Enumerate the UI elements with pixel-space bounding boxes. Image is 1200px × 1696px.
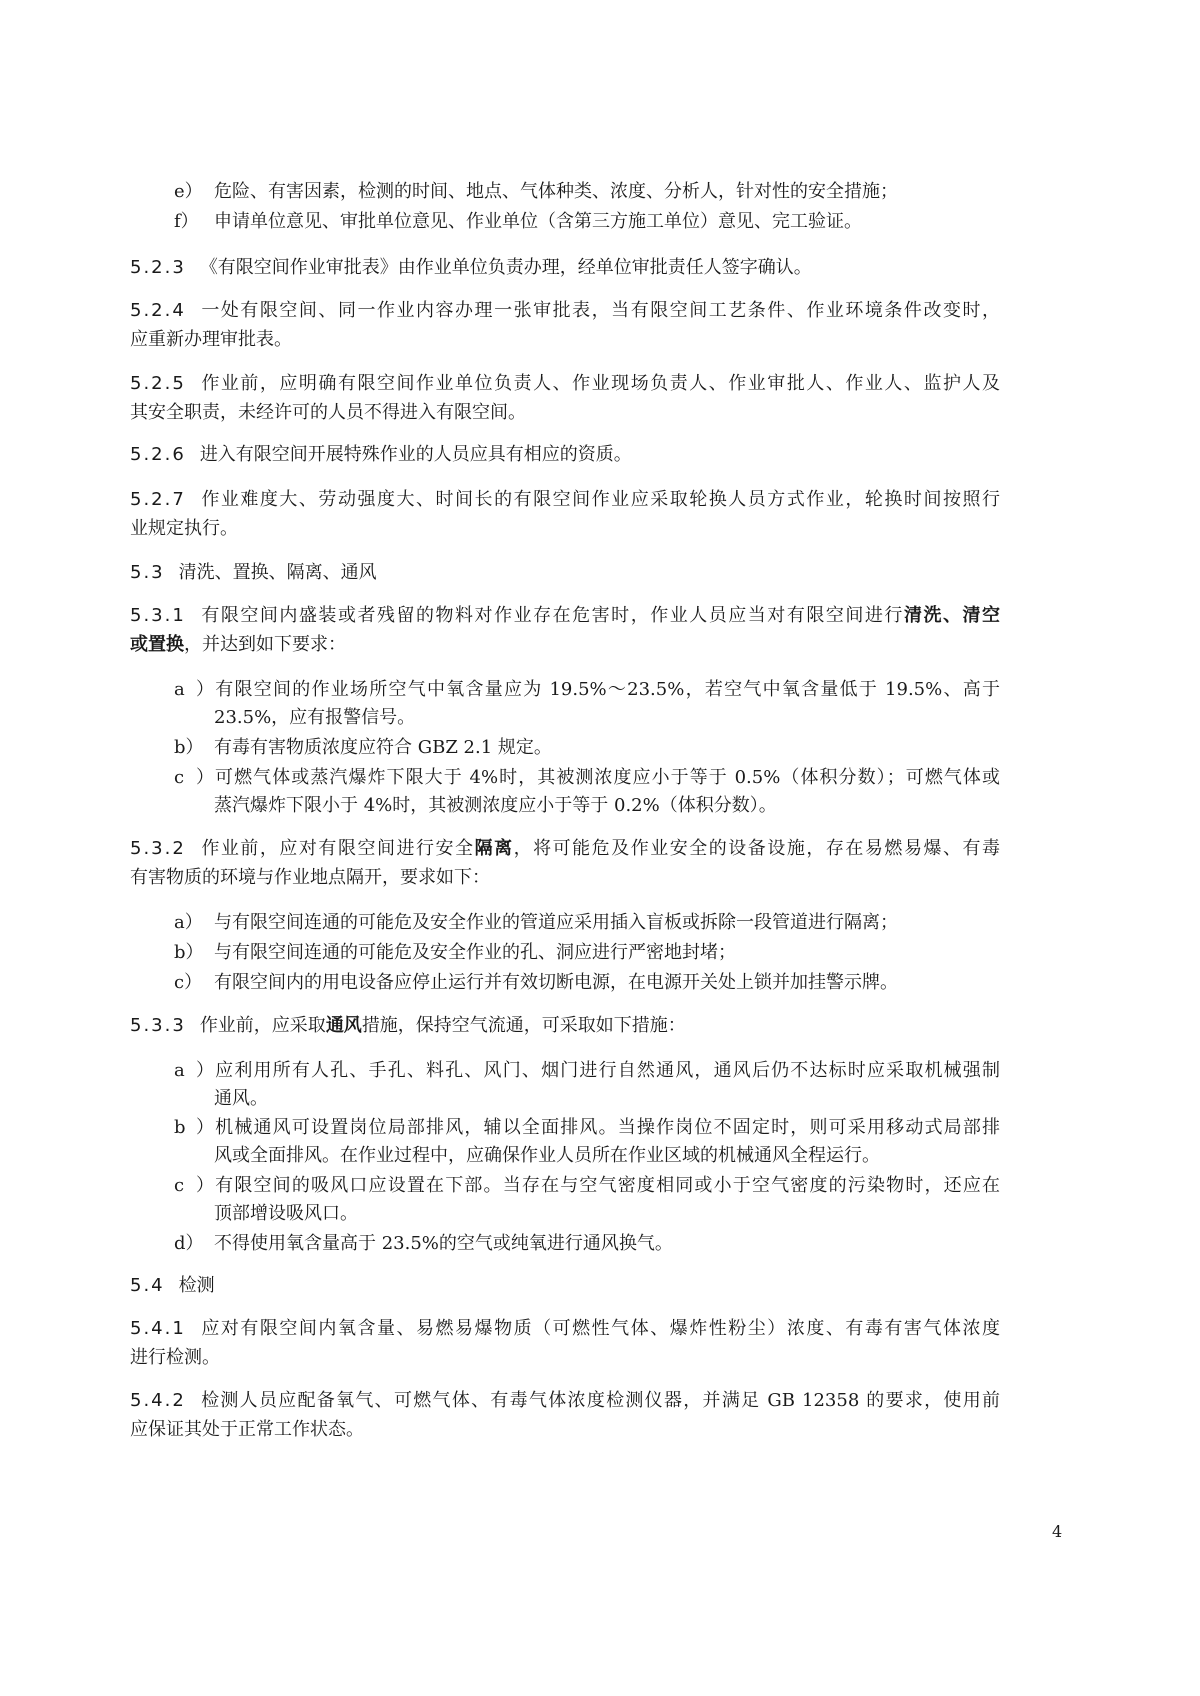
clause-text: 一处有限空间、同一作业内容办理一张审批表，当有限空间工艺条件、作业环境条件改变时， xyxy=(199,300,1000,321)
clause-text: 应对有限空间内氧含量、易燃易爆物质（可燃性气体、爆炸性粉尘）浓度、有毒有害气体浓度 xyxy=(199,1318,1000,1339)
emphasis-text: 通风 xyxy=(325,1015,362,1036)
emphasis-text: 隔离 xyxy=(474,838,514,859)
list-text: 顶部增设吸风口。 xyxy=(214,1203,358,1224)
section-heading-5-3 xyxy=(130,560,377,586)
clause-text: 进行检测。 xyxy=(130,1347,220,1368)
clause-text: 进入有限空间开展特殊作业的人员应具有相应的资质。 xyxy=(199,444,632,465)
section-number: 5.4 xyxy=(130,1275,165,1296)
list-marker: a） xyxy=(174,912,203,933)
clause-number: 5.4.2 xyxy=(130,1390,186,1411)
emphasis-text: 或置换 xyxy=(130,634,184,655)
clause-number: 5.2.3 xyxy=(130,257,186,278)
clause-number: 5.4.1 xyxy=(130,1318,186,1339)
list-item-cont xyxy=(214,1201,358,1227)
clause-5-2-7-cont xyxy=(130,516,238,542)
list-text: 蒸汽爆炸下限小于 4%时，其被测浓度应小于等于 0.2%（体积分数）。 xyxy=(214,795,777,816)
clause-text: 有限空间内盛装或者残留的物料对作业存在危害时，作业人员应当对有限空间进行 xyxy=(199,605,904,626)
list-item xyxy=(174,970,898,996)
list-item-cont xyxy=(214,1143,880,1169)
clause-text: 检测人员应配备氧气、可燃气体、有毒气体浓度检测仪器，并满足 GB 12358 的要求，使用前 xyxy=(199,1390,1000,1411)
clause-5-2-5 xyxy=(130,371,1000,397)
list-item xyxy=(174,677,1000,703)
list-text: 申请单位意见、审批单位意见、作业单位（含第三方施工单位）意见、完工验证。 xyxy=(214,211,862,232)
list-text: 有限空间的吸风口应设置在下部。当存在与空气密度相同或小于空气密度的污染物时，还应在 xyxy=(214,1175,1000,1196)
clause-number: 5.3.2 xyxy=(130,838,186,859)
clause-number: 5.2.6 xyxy=(130,444,186,465)
list-item xyxy=(174,735,552,761)
clause-5-2-7 xyxy=(130,487,1000,513)
list-text: 通风。 xyxy=(214,1088,268,1109)
list-marker: a） xyxy=(174,679,214,700)
list-text: 23.5%，应有报警信号。 xyxy=(214,707,416,728)
clause-5-3-1 xyxy=(130,603,1000,629)
list-item xyxy=(174,1058,1000,1084)
list-marker: e） xyxy=(174,181,203,202)
list-item-cont xyxy=(214,705,415,731)
list-text: 有限空间内的用电设备应停止运行并有效切断电源，在电源开关处上锁并加挂警示牌。 xyxy=(214,972,898,993)
clause-text: 应重新办理审批表。 xyxy=(130,329,292,350)
list-item xyxy=(174,179,898,205)
clause-number: 5.2.5 xyxy=(130,373,186,394)
list-item xyxy=(174,1173,1000,1199)
section-heading-5-4 xyxy=(130,1273,215,1299)
clause-text: 作业前，应对有限空间进行安全 xyxy=(199,838,475,859)
list-text: 应利用所有人孔、手孔、料孔、风门、烟门进行自然通风，通风后仍不达标时应采取机械强制 xyxy=(214,1060,1000,1081)
clause-number: 5.3.3 xyxy=(130,1015,186,1036)
clause-5-2-3 xyxy=(130,255,812,281)
list-marker: a） xyxy=(174,1060,214,1081)
emphasis-text: 清洗、清空 xyxy=(903,605,1001,626)
list-marker: b） xyxy=(174,942,204,963)
list-text: 有毒有害物质浓度应符合 GBZ 2.1 规定。 xyxy=(214,737,552,758)
list-text: 不得使用氧含量高于 23.5%的空气或纯氧进行通风换气。 xyxy=(214,1233,673,1254)
clause-5-4-1 xyxy=(130,1316,1000,1342)
clause-text: 有害物质的环境与作业地点隔开，要求如下： xyxy=(130,867,490,888)
list-marker: c） xyxy=(174,1175,214,1196)
clause-5-2-5-cont xyxy=(130,400,526,426)
clause-5-4-1-cont xyxy=(130,1345,220,1371)
list-item-cont xyxy=(214,1086,268,1112)
clause-text: 《有限空间作业审批表》由作业单位负责办理，经单位审批责任人签字确认。 xyxy=(199,257,812,278)
list-marker: b） xyxy=(174,737,204,758)
clause-5-3-2-cont xyxy=(130,865,490,891)
list-text: 与有限空间连通的可能危及安全作业的管道应采用插入盲板或拆除一段管道进行隔离； xyxy=(214,912,898,933)
clause-number: 5.3.1 xyxy=(130,605,186,626)
list-item xyxy=(174,209,862,235)
list-marker: f） xyxy=(174,211,199,232)
list-text: 有限空间的作业场所空气中氧含量应为 19.5%～23.5%，若空气中氧含量低于 19.5%、高于 xyxy=(214,679,1000,700)
clause-text: 措施，保持空气流通，可采取如下措施： xyxy=(361,1015,686,1036)
clause-text: 应保证其处于正常工作状态。 xyxy=(130,1419,364,1440)
list-item xyxy=(174,765,1000,791)
list-marker: d） xyxy=(174,1233,204,1254)
list-item xyxy=(174,910,898,936)
list-marker: b） xyxy=(174,1117,214,1138)
list-marker: c） xyxy=(174,972,203,993)
clause-text: 其安全职责，未经许可的人员不得进入有限空间。 xyxy=(130,402,526,423)
section-title: 清洗、置换、隔离、通风 xyxy=(178,562,377,583)
clause-text: 业规定执行。 xyxy=(130,518,238,539)
clause-5-3-2 xyxy=(130,836,1000,862)
clause-number: 5.2.4 xyxy=(130,300,186,321)
clause-5-2-6 xyxy=(130,442,632,468)
list-item xyxy=(174,1115,1000,1141)
list-text: 危险、有害因素，检测的时间、地点、气体种类、浓度、分析人，针对性的安全措施； xyxy=(214,181,898,202)
list-item xyxy=(174,1231,673,1257)
section-title: 检测 xyxy=(178,1275,215,1296)
page-number: 4 xyxy=(1052,1522,1063,1541)
list-text: 机械通风可设置岗位局部排风，辅以全面排风。当操作岗位不固定时，则可采用移动式局部排 xyxy=(214,1117,1000,1138)
clause-text: ，并达到如下要求： xyxy=(184,634,346,655)
clause-5-4-2 xyxy=(130,1388,1000,1414)
list-text: 风或全面排风。在作业过程中，应确保作业人员所在作业区域的机械通风全程运行。 xyxy=(214,1145,880,1166)
clause-5-4-2-cont xyxy=(130,1417,364,1443)
clause-text: 作业难度大、劳动强度大、时间长的有限空间作业应采取轮换人员方式作业，轮换时间按照行 xyxy=(199,489,1000,510)
clause-text: 作业前，应采取 xyxy=(199,1015,326,1036)
list-item-cont xyxy=(214,793,777,819)
clause-5-3-1-cont xyxy=(130,632,346,658)
clause-5-3-3 xyxy=(130,1013,686,1039)
list-marker: c） xyxy=(174,767,214,788)
clause-5-2-4-cont xyxy=(130,327,292,353)
clause-text: 作业前，应明确有限空间作业单位负责人、作业现场负责人、作业审批人、作业人、监护人及 xyxy=(199,373,1000,394)
clause-number: 5.2.7 xyxy=(130,489,186,510)
clause-text: ，将可能危及作业安全的设备设施，存在易燃易爆、有毒 xyxy=(513,838,1001,859)
section-number: 5.3 xyxy=(130,562,165,583)
list-text: 与有限空间连通的可能危及安全作业的孔、洞应进行严密地封堵； xyxy=(214,942,736,963)
list-item xyxy=(174,940,736,966)
clause-5-2-4 xyxy=(130,298,1000,324)
list-text: 可燃气体或蒸汽爆炸下限大于 4%时，其被测浓度应小于等于 0.5%（体积分数）；可燃气体或 xyxy=(214,767,1000,788)
